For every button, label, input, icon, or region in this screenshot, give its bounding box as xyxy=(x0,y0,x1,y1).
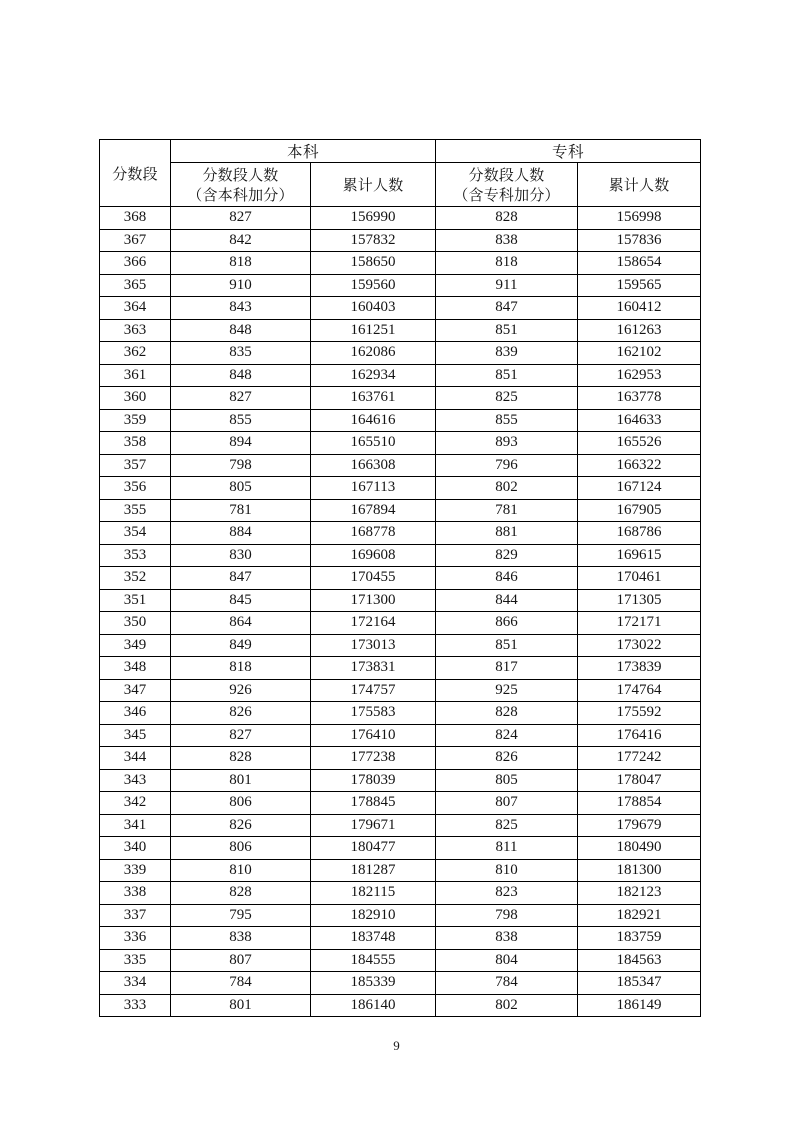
cell-benke-cumulative: 176410 xyxy=(311,724,436,747)
table-row xyxy=(100,252,701,275)
column-group-header-zhuanke: 专科 xyxy=(436,140,701,163)
table-row xyxy=(100,522,701,545)
cell-benke-cumulative: 179671 xyxy=(311,814,436,837)
cell-zhuanke-segment-count: 826 xyxy=(436,747,578,770)
table-row xyxy=(100,724,701,747)
cell-zhuanke-segment-count: 851 xyxy=(436,319,578,342)
cell-benke-segment-count: 806 xyxy=(171,837,311,860)
table-row xyxy=(100,994,701,1017)
cell-benke-cumulative: 162934 xyxy=(311,364,436,387)
cell-zhuanke-cumulative: 181300 xyxy=(578,859,701,882)
cell-benke-segment-count: 810 xyxy=(171,859,311,882)
cell-score: 333 xyxy=(100,994,171,1017)
cell-benke-segment-count: 894 xyxy=(171,432,311,455)
cell-zhuanke-cumulative: 174764 xyxy=(578,679,701,702)
cell-score: 354 xyxy=(100,522,171,545)
cell-zhuanke-cumulative: 185347 xyxy=(578,972,701,995)
cell-benke-segment-count: 805 xyxy=(171,477,311,500)
cell-benke-segment-count: 910 xyxy=(171,274,311,297)
cell-score: 336 xyxy=(100,927,171,950)
header-sub-row xyxy=(100,163,701,207)
cell-benke-cumulative: 173831 xyxy=(311,657,436,680)
cell-benke-segment-count: 864 xyxy=(171,612,311,635)
cell-benke-segment-count: 795 xyxy=(171,904,311,927)
table-row xyxy=(100,589,701,612)
cell-zhuanke-cumulative: 169615 xyxy=(578,544,701,567)
header-line-1: 分数段人数 xyxy=(202,165,279,184)
table-row xyxy=(100,207,701,230)
cell-score: 360 xyxy=(100,387,171,410)
cell-zhuanke-cumulative: 179679 xyxy=(578,814,701,837)
column-header-zhuanke-segment-count xyxy=(436,163,578,207)
cell-benke-cumulative: 161251 xyxy=(311,319,436,342)
cell-benke-segment-count: 801 xyxy=(171,769,311,792)
table-row xyxy=(100,342,701,365)
table-row xyxy=(100,432,701,455)
cell-zhuanke-segment-count: 811 xyxy=(436,837,578,860)
cell-benke-cumulative: 186140 xyxy=(311,994,436,1017)
cell-zhuanke-segment-count: 828 xyxy=(436,702,578,725)
cell-benke-segment-count: 828 xyxy=(171,882,311,905)
cell-zhuanke-cumulative: 186149 xyxy=(578,994,701,1017)
cell-zhuanke-cumulative: 177242 xyxy=(578,747,701,770)
cell-zhuanke-cumulative: 183759 xyxy=(578,927,701,950)
table-row xyxy=(100,477,701,500)
cell-benke-segment-count: 828 xyxy=(171,747,311,770)
cell-benke-cumulative: 172164 xyxy=(311,612,436,635)
cell-score: 341 xyxy=(100,814,171,837)
header-line-1: 分数段人数 xyxy=(468,165,545,184)
cell-zhuanke-segment-count: 838 xyxy=(436,927,578,950)
cell-benke-cumulative: 167113 xyxy=(311,477,436,500)
cell-benke-cumulative: 171300 xyxy=(311,589,436,612)
cell-zhuanke-cumulative: 159565 xyxy=(578,274,701,297)
table-row xyxy=(100,949,701,972)
table-row xyxy=(100,882,701,905)
cell-benke-segment-count: 926 xyxy=(171,679,311,702)
cell-zhuanke-cumulative: 162102 xyxy=(578,342,701,365)
cell-benke-segment-count: 826 xyxy=(171,814,311,837)
cell-zhuanke-cumulative: 173839 xyxy=(578,657,701,680)
cell-zhuanke-cumulative: 164633 xyxy=(578,409,701,432)
cell-benke-cumulative: 159560 xyxy=(311,274,436,297)
table-row xyxy=(100,679,701,702)
cell-score: 349 xyxy=(100,634,171,657)
table-row xyxy=(100,567,701,590)
cell-zhuanke-segment-count: 805 xyxy=(436,769,578,792)
table-row xyxy=(100,612,701,635)
cell-zhuanke-cumulative: 180490 xyxy=(578,837,701,860)
cell-benke-cumulative: 184555 xyxy=(311,949,436,972)
cell-zhuanke-segment-count: 802 xyxy=(436,994,578,1017)
cell-score: 343 xyxy=(100,769,171,792)
cell-zhuanke-cumulative: 157836 xyxy=(578,229,701,252)
cell-benke-cumulative: 162086 xyxy=(311,342,436,365)
cell-zhuanke-cumulative: 163778 xyxy=(578,387,701,410)
cell-zhuanke-segment-count: 829 xyxy=(436,544,578,567)
cell-benke-segment-count: 838 xyxy=(171,927,311,950)
cell-zhuanke-segment-count: 893 xyxy=(436,432,578,455)
cell-score: 356 xyxy=(100,477,171,500)
table-row xyxy=(100,634,701,657)
column-header-benke-segment-count xyxy=(171,163,311,207)
cell-zhuanke-segment-count: 824 xyxy=(436,724,578,747)
cell-benke-segment-count: 798 xyxy=(171,454,311,477)
header-line-1: 累计人数 xyxy=(342,175,404,194)
table-row xyxy=(100,387,701,410)
cell-score: 362 xyxy=(100,342,171,365)
cell-zhuanke-cumulative: 176416 xyxy=(578,724,701,747)
cell-score: 346 xyxy=(100,702,171,725)
table-row xyxy=(100,454,701,477)
cell-benke-cumulative: 183748 xyxy=(311,927,436,950)
cell-zhuanke-cumulative: 170461 xyxy=(578,567,701,590)
table-row xyxy=(100,769,701,792)
page-number: 9 xyxy=(393,1038,400,1053)
cell-benke-cumulative: 167894 xyxy=(311,499,436,522)
cell-benke-segment-count: 806 xyxy=(171,792,311,815)
cell-score: 365 xyxy=(100,274,171,297)
cell-benke-cumulative: 170455 xyxy=(311,567,436,590)
cell-score: 366 xyxy=(100,252,171,275)
cell-zhuanke-cumulative: 178854 xyxy=(578,792,701,815)
column-group-header-benke: 本科 xyxy=(171,140,436,163)
cell-benke-cumulative: 177238 xyxy=(311,747,436,770)
cell-zhuanke-segment-count: 847 xyxy=(436,297,578,320)
cell-zhuanke-segment-count: 851 xyxy=(436,364,578,387)
cell-zhuanke-segment-count: 825 xyxy=(436,814,578,837)
cell-score: 361 xyxy=(100,364,171,387)
cell-benke-cumulative: 169608 xyxy=(311,544,436,567)
cell-zhuanke-cumulative: 167124 xyxy=(578,477,701,500)
cell-benke-cumulative: 157832 xyxy=(311,229,436,252)
cell-benke-cumulative: 185339 xyxy=(311,972,436,995)
table-row xyxy=(100,702,701,725)
cell-zhuanke-segment-count: 911 xyxy=(436,274,578,297)
cell-zhuanke-segment-count: 798 xyxy=(436,904,578,927)
cell-zhuanke-segment-count: 855 xyxy=(436,409,578,432)
header-line-2: （含专科加分） xyxy=(453,185,560,204)
table-row xyxy=(100,297,701,320)
cell-benke-cumulative: 163761 xyxy=(311,387,436,410)
table-row xyxy=(100,972,701,995)
cell-score: 340 xyxy=(100,837,171,860)
cell-score: 334 xyxy=(100,972,171,995)
table-row xyxy=(100,274,701,297)
table-row xyxy=(100,409,701,432)
table-row xyxy=(100,814,701,837)
header-line-2: （含本科加分） xyxy=(187,185,294,204)
cell-benke-cumulative: 182910 xyxy=(311,904,436,927)
cell-score: 364 xyxy=(100,297,171,320)
cell-zhuanke-cumulative: 158654 xyxy=(578,252,701,275)
cell-zhuanke-cumulative: 173022 xyxy=(578,634,701,657)
cell-benke-segment-count: 884 xyxy=(171,522,311,545)
cell-benke-segment-count: 843 xyxy=(171,297,311,320)
table-row xyxy=(100,792,701,815)
table-row xyxy=(100,837,701,860)
cell-benke-segment-count: 835 xyxy=(171,342,311,365)
cell-score: 342 xyxy=(100,792,171,815)
score-distribution-table xyxy=(99,139,701,1017)
cell-benke-cumulative: 158650 xyxy=(311,252,436,275)
cell-benke-segment-count: 801 xyxy=(171,994,311,1017)
cell-zhuanke-segment-count: 796 xyxy=(436,454,578,477)
cell-score: 353 xyxy=(100,544,171,567)
cell-benke-segment-count: 827 xyxy=(171,207,311,230)
cell-zhuanke-segment-count: 807 xyxy=(436,792,578,815)
cell-score: 355 xyxy=(100,499,171,522)
cell-score: 335 xyxy=(100,949,171,972)
table-row xyxy=(100,319,701,342)
cell-benke-segment-count: 781 xyxy=(171,499,311,522)
cell-zhuanke-segment-count: 844 xyxy=(436,589,578,612)
cell-score: 347 xyxy=(100,679,171,702)
cell-benke-cumulative: 166308 xyxy=(311,454,436,477)
cell-benke-segment-count: 827 xyxy=(171,387,311,410)
cell-benke-segment-count: 855 xyxy=(171,409,311,432)
cell-benke-cumulative: 180477 xyxy=(311,837,436,860)
cell-zhuanke-segment-count: 823 xyxy=(436,882,578,905)
cell-benke-cumulative: 178039 xyxy=(311,769,436,792)
cell-benke-segment-count: 848 xyxy=(171,364,311,387)
cell-score: 357 xyxy=(100,454,171,477)
cell-zhuanke-cumulative: 172171 xyxy=(578,612,701,635)
cell-benke-cumulative: 175583 xyxy=(311,702,436,725)
cell-benke-segment-count: 842 xyxy=(171,229,311,252)
cell-zhuanke-cumulative: 184563 xyxy=(578,949,701,972)
cell-zhuanke-segment-count: 851 xyxy=(436,634,578,657)
cell-zhuanke-segment-count: 881 xyxy=(436,522,578,545)
cell-benke-segment-count: 830 xyxy=(171,544,311,567)
table-row xyxy=(100,499,701,522)
cell-score: 350 xyxy=(100,612,171,635)
table-row xyxy=(100,904,701,927)
cell-zhuanke-segment-count: 846 xyxy=(436,567,578,590)
cell-zhuanke-cumulative: 162953 xyxy=(578,364,701,387)
cell-benke-cumulative: 165510 xyxy=(311,432,436,455)
cell-zhuanke-segment-count: 839 xyxy=(436,342,578,365)
cell-zhuanke-segment-count: 784 xyxy=(436,972,578,995)
cell-zhuanke-cumulative: 160412 xyxy=(578,297,701,320)
column-header-score: 分数段 xyxy=(100,140,171,207)
cell-zhuanke-segment-count: 925 xyxy=(436,679,578,702)
cell-zhuanke-segment-count: 825 xyxy=(436,387,578,410)
cell-benke-segment-count: 845 xyxy=(171,589,311,612)
cell-zhuanke-segment-count: 781 xyxy=(436,499,578,522)
cell-zhuanke-cumulative: 161263 xyxy=(578,319,701,342)
cell-zhuanke-cumulative: 178047 xyxy=(578,769,701,792)
table-row xyxy=(100,657,701,680)
cell-zhuanke-cumulative: 168786 xyxy=(578,522,701,545)
cell-benke-cumulative: 160403 xyxy=(311,297,436,320)
cell-zhuanke-cumulative: 165526 xyxy=(578,432,701,455)
cell-zhuanke-segment-count: 804 xyxy=(436,949,578,972)
table-header xyxy=(100,140,701,207)
cell-benke-cumulative: 174757 xyxy=(311,679,436,702)
cell-score: 359 xyxy=(100,409,171,432)
cell-score: 348 xyxy=(100,657,171,680)
cell-score: 345 xyxy=(100,724,171,747)
cell-benke-cumulative: 181287 xyxy=(311,859,436,882)
table-row xyxy=(100,229,701,252)
cell-zhuanke-cumulative: 166322 xyxy=(578,454,701,477)
column-header-zhuanke-cumulative xyxy=(578,163,701,207)
cell-zhuanke-segment-count: 838 xyxy=(436,229,578,252)
cell-score: 351 xyxy=(100,589,171,612)
cell-benke-cumulative: 173013 xyxy=(311,634,436,657)
cell-benke-segment-count: 827 xyxy=(171,724,311,747)
cell-zhuanke-cumulative: 167905 xyxy=(578,499,701,522)
table-row xyxy=(100,859,701,882)
header-group-row xyxy=(100,140,701,163)
table-row xyxy=(100,927,701,950)
cell-score: 339 xyxy=(100,859,171,882)
cell-benke-cumulative: 178845 xyxy=(311,792,436,815)
cell-score: 344 xyxy=(100,747,171,770)
cell-score: 358 xyxy=(100,432,171,455)
cell-zhuanke-segment-count: 828 xyxy=(436,207,578,230)
cell-benke-segment-count: 818 xyxy=(171,252,311,275)
cell-zhuanke-cumulative: 182123 xyxy=(578,882,701,905)
cell-benke-segment-count: 826 xyxy=(171,702,311,725)
cell-benke-cumulative: 164616 xyxy=(311,409,436,432)
cell-zhuanke-segment-count: 866 xyxy=(436,612,578,635)
table-row xyxy=(100,364,701,387)
cell-zhuanke-cumulative: 156998 xyxy=(578,207,701,230)
cell-benke-segment-count: 818 xyxy=(171,657,311,680)
cell-zhuanke-segment-count: 802 xyxy=(436,477,578,500)
cell-benke-cumulative: 168778 xyxy=(311,522,436,545)
cell-benke-cumulative: 182115 xyxy=(311,882,436,905)
cell-score: 338 xyxy=(100,882,171,905)
table-row xyxy=(100,544,701,567)
cell-zhuanke-cumulative: 175592 xyxy=(578,702,701,725)
cell-zhuanke-cumulative: 182921 xyxy=(578,904,701,927)
cell-score: 352 xyxy=(100,567,171,590)
cell-benke-segment-count: 849 xyxy=(171,634,311,657)
header-line-1: 累计人数 xyxy=(608,175,670,194)
table-body xyxy=(100,207,701,1017)
cell-score: 337 xyxy=(100,904,171,927)
cell-benke-segment-count: 807 xyxy=(171,949,311,972)
cell-benke-segment-count: 848 xyxy=(171,319,311,342)
cell-zhuanke-segment-count: 818 xyxy=(436,252,578,275)
cell-benke-segment-count: 847 xyxy=(171,567,311,590)
cell-zhuanke-segment-count: 810 xyxy=(436,859,578,882)
cell-zhuanke-cumulative: 171305 xyxy=(578,589,701,612)
cell-score: 363 xyxy=(100,319,171,342)
cell-score: 367 xyxy=(100,229,171,252)
table-row xyxy=(100,747,701,770)
column-header-benke-cumulative xyxy=(311,163,436,207)
cell-benke-cumulative: 156990 xyxy=(311,207,436,230)
cell-zhuanke-segment-count: 817 xyxy=(436,657,578,680)
cell-benke-segment-count: 784 xyxy=(171,972,311,995)
cell-score: 368 xyxy=(100,207,171,230)
